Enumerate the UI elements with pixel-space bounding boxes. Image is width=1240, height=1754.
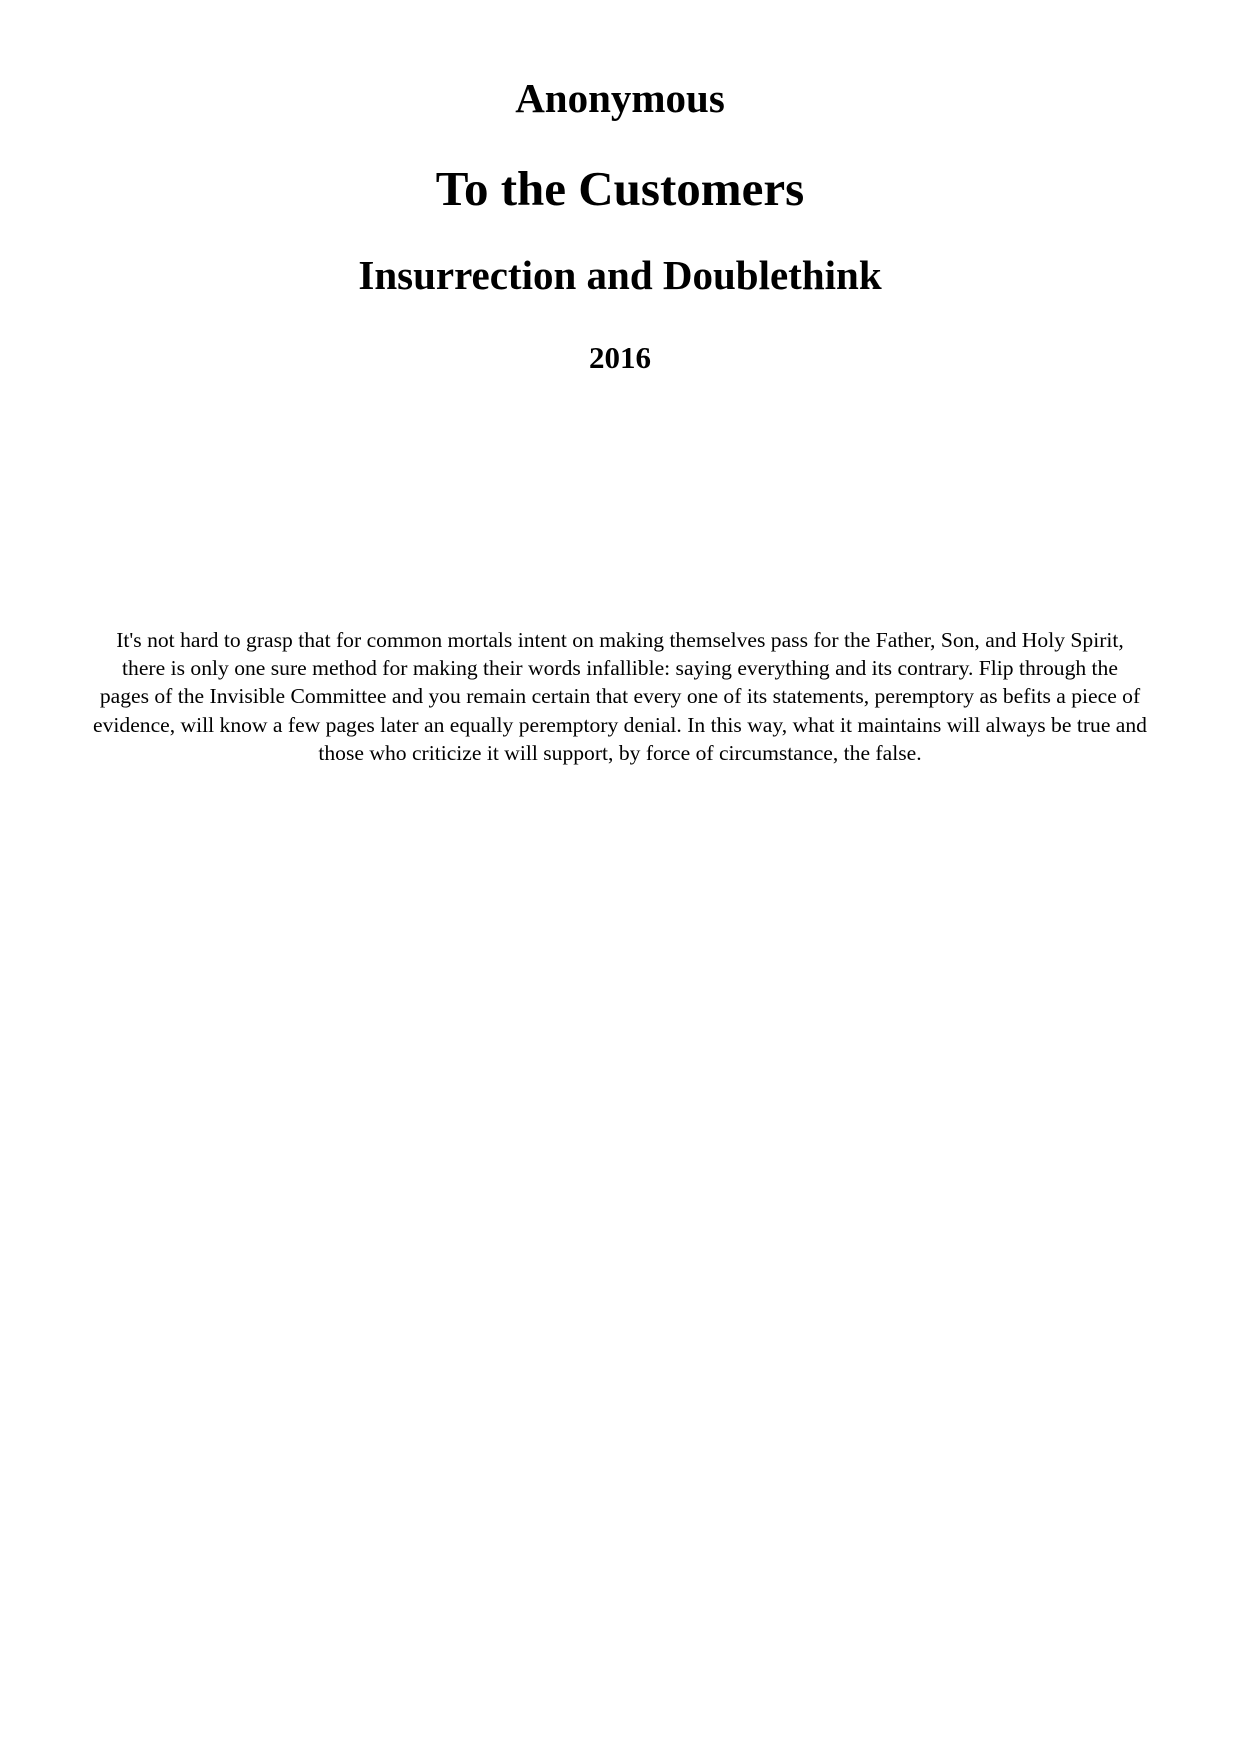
- abstract-line: It's not hard to grasp that for common mortals intent on making themselves pass for the Father, Son, and Holy Spirit,: [116, 628, 1124, 652]
- subtitle: Insurrection and Doublethink: [358, 252, 882, 298]
- abstract-line: evidence, will know a few pages later an equally peremptory denial. In this way, what it maintains will always be true and: [93, 712, 1147, 737]
- abstract: [0, 626, 1240, 767]
- abstract-line: there is only one sure method for making their words infallible: saying everything and its contrary. Flip through the: [122, 656, 1118, 681]
- author: Anonymous: [515, 75, 725, 121]
- page-title: To the Customers: [435, 161, 805, 216]
- publication-date: 2016: [589, 340, 651, 375]
- abstract-line: those who criticize it will support, by force of circumstance, the false.: [318, 740, 922, 765]
- abstract-line: pages of the Invisible Committee and you remain certain that every one of its statements, peremptory as befits a piece of: [99, 684, 1141, 709]
